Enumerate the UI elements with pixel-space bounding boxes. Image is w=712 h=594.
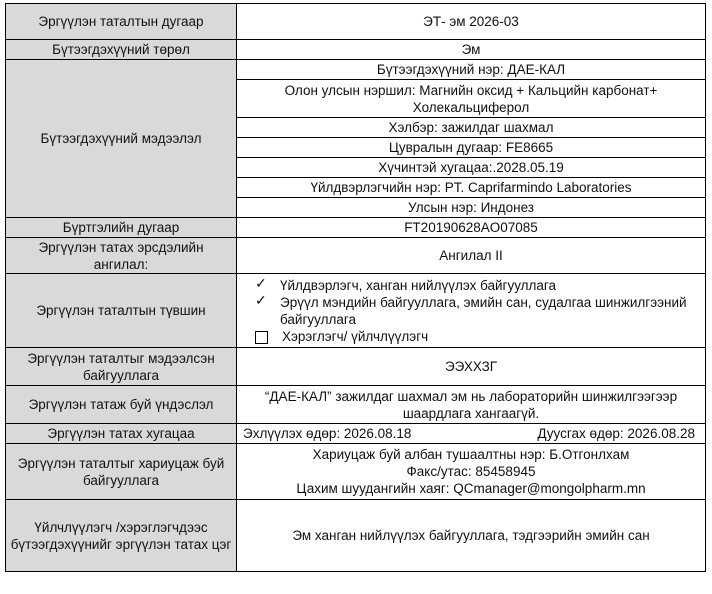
label-recall-level: Эргүүлэн таталтын түвшин xyxy=(6,274,237,348)
label-reporting-org: Эргүүлэн таталтыг мэдээлсэн байгууллага xyxy=(6,348,237,386)
value-recall-reason: “ДАЕ-КАЛ” зажилдаг шахмал эм нь лабораторийн шинжилгээгээр шаардлага хангаагүй. xyxy=(237,386,706,424)
value-return-point: Эм ханган нийлүүлэх байгууллага, тэдгээрийн эмийн сан xyxy=(237,500,706,572)
value-risk-class: Ангилал II xyxy=(237,238,706,274)
label-product-info: Бүтээгдэхүүний мэдээлэл xyxy=(6,60,237,218)
value-responsible-org xyxy=(237,444,706,500)
value-registration-number: FT20190628AO07085 xyxy=(237,218,706,238)
value-recall-number: ЭТ- эм 2026-03 xyxy=(237,4,706,40)
value-reporting-org: ЭЭХХЗГ xyxy=(237,348,706,386)
product-form: Хэлбэр: зажилдаг шахмал xyxy=(237,118,705,138)
recall-level-option: Хэрэглэгч/ үйлчлүүлэгч xyxy=(241,328,701,345)
product-manufacturer: Үйлдвэрлэгчийн нэр: PT. Caprifarmindo Laboratories xyxy=(237,178,705,198)
responsible-person: Хариуцаж буй албан тушаалтны нэр: Б.Отгонлхам xyxy=(312,447,630,462)
label-registration-number: Бүртгэлийн дугаар xyxy=(6,218,237,238)
recall-start-date: Эхлүүлэх өдөр: 2026.08.18 xyxy=(243,426,412,441)
recall-table xyxy=(5,3,706,572)
checkbox-consumer[interactable] xyxy=(255,331,268,344)
checkbox-health-org[interactable]: ✓ xyxy=(255,291,267,308)
value-product-type: Эм xyxy=(237,40,706,60)
product-expiry: Хүчинтэй хугацаа:.2028.05.19 xyxy=(237,158,705,178)
value-recall-level xyxy=(237,274,706,348)
product-country: Улсын нэр: Индонез xyxy=(408,200,534,215)
label-responsible-org: Эргүүлэн таталтыг хариуцаж буй байгууллага xyxy=(6,444,237,500)
label-risk-class: Эргүүлэн татах эрсдэлийн ангилал: xyxy=(6,238,237,274)
label-recall-number: Эргүүлэн таталтын дугаар xyxy=(6,4,237,40)
value-product-info xyxy=(237,60,706,218)
value-recall-period xyxy=(237,424,706,444)
label-recall-period: Эргүүлэн татах хугацаа xyxy=(6,424,237,444)
product-inn: Олон улсын нэршил: Магнийн оксид + Кальцийн карбонат+ Холекальциферол xyxy=(237,80,705,118)
label-recall-reason: Эргүүлэн татаж буй үндэслэл xyxy=(6,386,237,424)
checkbox-manufacturer[interactable]: ✓ xyxy=(255,274,267,291)
responsible-phone: Факс/утас: 85458945 xyxy=(406,464,536,479)
label-return-point: Үйлчлүүлэгч /хэрэглэгчдээс бүтээгдэхүүнийг эргүүлэн татах цэг xyxy=(6,500,237,572)
product-batch: Цувралын дугаар: FE8665 xyxy=(237,138,705,158)
recall-level-option: ✓ Үйлдвэрлэгч, ханган нийлүүлэх байгууллага xyxy=(255,274,557,293)
recall-level-option: ✓ Эрүүл мэндийн байгууллага, эмийн сан, судалгаа шинжилгээний байгууллага xyxy=(255,291,687,327)
product-name: Бүтээгдэхүүний нэр: ДАЕ-КАЛ xyxy=(237,60,705,80)
responsible-email[interactable]: Цахим шуудангийн хаяг: QCmanager@mongolpharm.mn xyxy=(296,481,646,496)
recall-end-date: Дуусгах өдөр: 2026.08.28 xyxy=(537,426,695,441)
label-product-type: Бүтээгдэхүүний төрөл xyxy=(6,40,237,60)
